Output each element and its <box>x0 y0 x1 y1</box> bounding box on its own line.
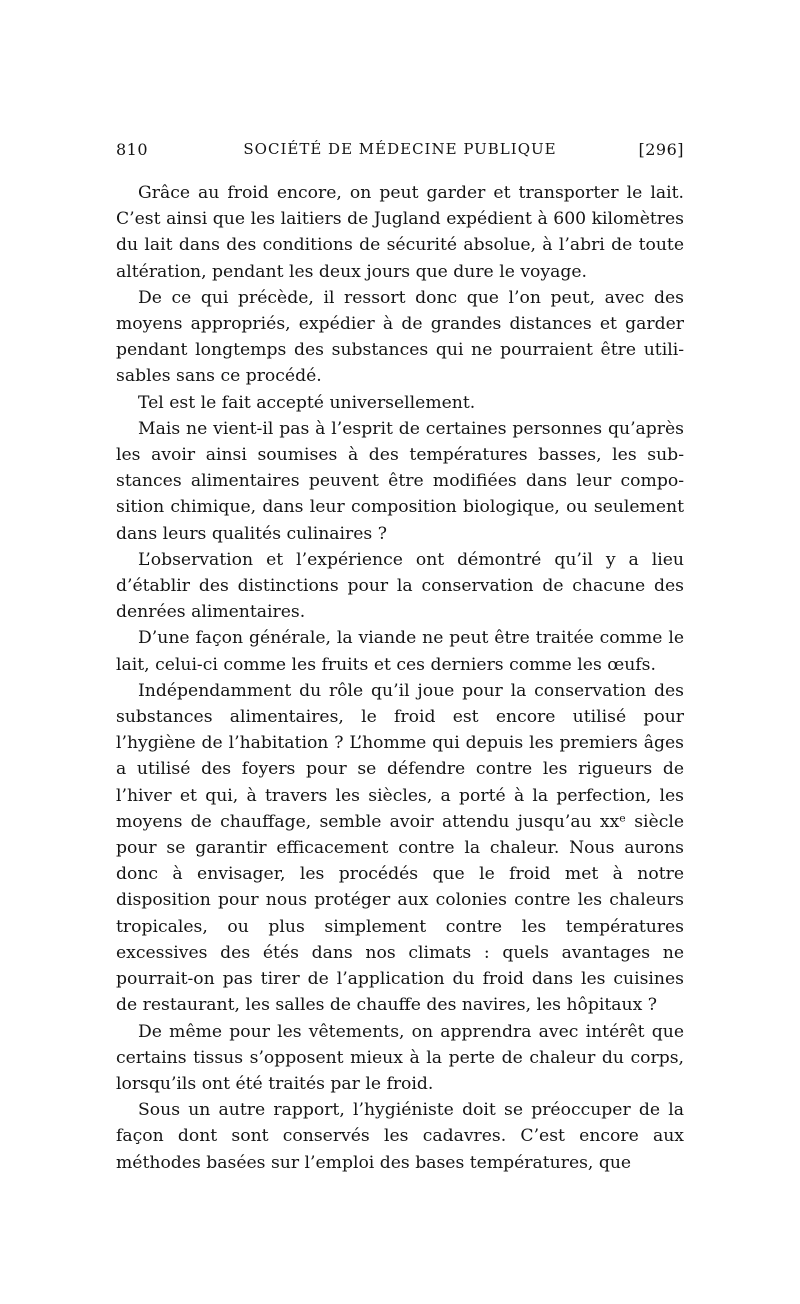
paragraph: Tel est le fait accepté universellement. <box>138 392 476 413</box>
paragraph: D’une façon générale, la viande ne peut être traitée comme le lait, celui-ci comme les fruits et ces derniers comme les œufs. <box>116 628 684 675</box>
running-title: SOCIÉTÉ DE MÉDECINE PUBLIQUE <box>243 140 557 158</box>
paragraph: Grâce au froid encore, on peut garder et transporter le lait. C’est ainsi que les laitiers de Jugland expédient à 600 kilomètres du lait dans des conditions de sécurité absolue, à l’abri de toute altération, pendant les deux jours que dure le voyage. <box>116 183 684 282</box>
paragraph: Mais ne vient-il pas à l’esprit de certaines personnes qu’après les avoir ainsi soumises à des températures basses, les substances alimentaires peuvent être modifiées dans leur composition chimique, dans leur composition biologique, ou seulement dans leurs qualités culinaires ? <box>116 418 684 544</box>
body-text <box>116 180 684 1176</box>
page-number: 810 <box>116 140 149 159</box>
paragraph: De même pour les vêtements, on apprendra avec intérêt que certains tissus s’opposent mieux à la perte de chaleur du corps, lorsqu’ils ont été traités par le froid. <box>116 1021 684 1094</box>
paragraph: Indépendamment du rôle qu’il joue pour la conservation des substances alimentaires, le froid est encore utilisé pour l’hygiène de l’habitation ? L’homme qui depuis les premiers âges a utilisé des foyers pour se défendre contre les rigueurs de l’hiver et qui, à travers les siècles, a porté à la perfection, les moyens de chauffage, semble avoir attendu jusqu’au xxᵉ siècle pour se garantir efficacement contre la chaleur. Nous aurons donc à envisager, les procédés que le froid met à notre disposition pour nous protéger aux colonies contre les chaleurs tropicales, ou plus simplement contre les températures excessives des étés dans nos climats : quels avantages ne pourrait-on pas tirer de l’application du froid dans les cuisines de restaurant, les salles de chauffe des navires, les hôpitaux ? <box>116 680 684 1016</box>
running-head <box>116 140 684 166</box>
paragraph: De ce qui précède, il ressort donc que l’on peut, avec des moyens appropriés, expédier à de grandes distances et garder pendant longtemps des substances qui ne pourraient être utilisables sans ce procédé. <box>116 287 684 387</box>
book-page <box>116 140 684 1176</box>
paragraph: Sous un autre rapport, l’hygiéniste doit se préoccuper de la façon dont sont conservés les cadavres. C’est encore aux méthodes basées sur l’emploi des bases températures, que <box>116 1100 684 1173</box>
bracketed-page-number: [296] <box>638 140 684 159</box>
paragraph: L’observation et l’expérience ont démontré qu’il y a lieu d’établir des distinctions pour la conservation de chacune des denrées alimentaires. <box>116 549 684 623</box>
